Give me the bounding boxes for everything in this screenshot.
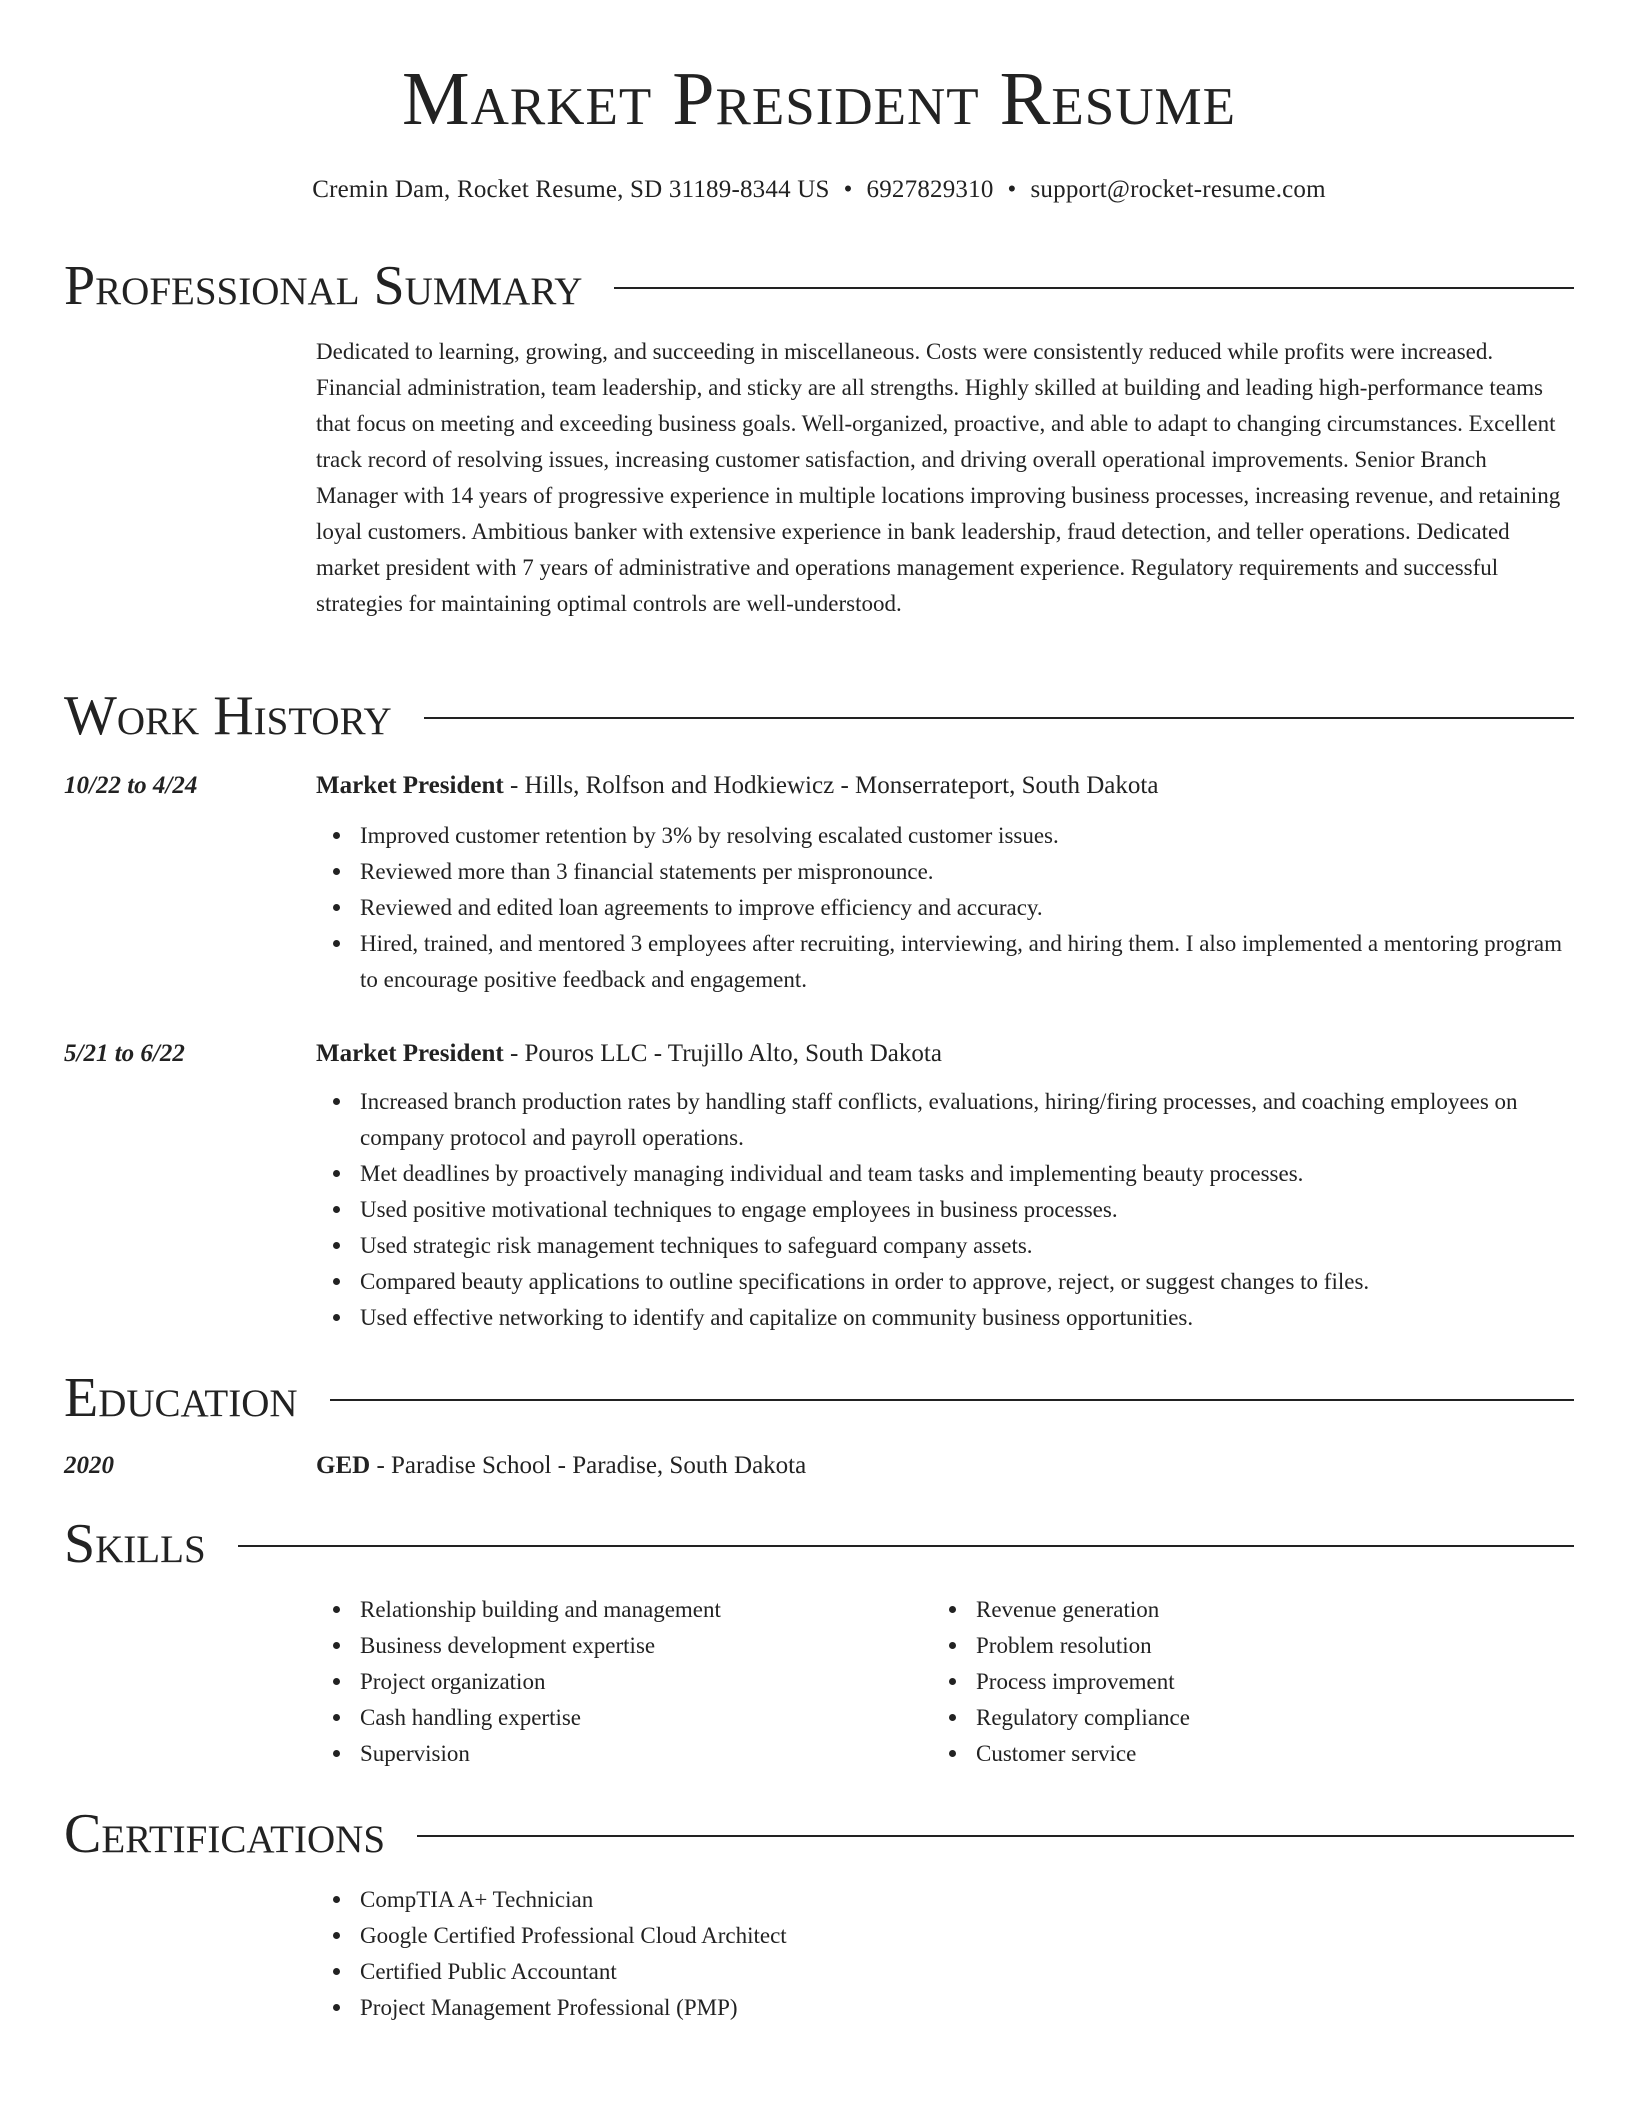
- job-dates: 10/22 to 4/24: [64, 772, 198, 799]
- contact-separator: •: [843, 176, 853, 203]
- education-entry: [316, 1448, 1574, 1484]
- section-divider: [330, 1399, 1574, 1401]
- list-item: Cash handling expertise: [316, 1700, 932, 1736]
- list-item: Process improvement: [932, 1664, 1548, 1700]
- skills-list-right: [932, 1592, 1548, 1772]
- list-item: Reviewed and edited loan agreements to improve efficiency and accuracy.: [316, 890, 1574, 926]
- certifications-block: [316, 1882, 1574, 2026]
- list-item: Supervision: [316, 1736, 932, 1772]
- education-year: 2020: [64, 1452, 114, 1479]
- resume-title: Market President Resume: [402, 57, 1236, 141]
- work-heading-label: Work History: [64, 685, 392, 747]
- job-title: Market President: [316, 772, 504, 799]
- list-item: Hired, trained, and mentored 3 employees after recruiting, interviewing, and hiring them. I also implemented a mentoring program to encourage positive feedback and engagement.: [316, 926, 1574, 998]
- education-heading-label: Education: [64, 1367, 298, 1429]
- job-employer-location: - Pouros LLC - Trujillo Alto, South Dakota: [503, 1040, 942, 1067]
- list-item: Used strategic risk management techniques to safeguard company assets.: [316, 1228, 1574, 1264]
- list-item: Customer service: [932, 1736, 1548, 1772]
- job-entry: [316, 768, 1574, 998]
- section-divider: [424, 717, 1574, 719]
- section-divider: [238, 1545, 1574, 1547]
- job-heading: [316, 768, 1574, 804]
- list-item: Used effective networking to identify and capitalize on community business opportunities.: [316, 1300, 1574, 1336]
- list-item: Certified Public Accountant: [316, 1954, 1574, 1990]
- list-item: Relationship building and management: [316, 1592, 932, 1628]
- section-divider: [417, 1835, 1574, 1837]
- education-heading: [316, 1448, 1574, 1484]
- work-section-heading: [64, 685, 1574, 747]
- certifications-section-heading: [64, 1803, 1574, 1865]
- contact-email: support@rocket-resume.com: [1030, 176, 1326, 203]
- education-section-heading: [64, 1367, 1574, 1429]
- contact-address: Cremin Dam, Rocket Resume, SD 31189-8344 US: [312, 176, 830, 203]
- list-item: Revenue generation: [932, 1592, 1548, 1628]
- list-item: Increased branch production rates by handling staff conflicts, evaluations, hiring/firing processes, and coaching employees on company protocol and payroll operations.: [316, 1084, 1574, 1156]
- list-item: Project organization: [316, 1664, 932, 1700]
- education-degree: GED: [316, 1452, 371, 1479]
- job-entry: [316, 1036, 1574, 1336]
- certifications-list: [316, 1882, 1574, 2026]
- job-title: Market President: [316, 1040, 504, 1067]
- summary-text: Dedicated to learning, growing, and succeeding in miscellaneous. Costs were consistently reduced while profits were increased. Financial administration, team leadership, and sticky are all strengths. Highly skilled at building and leading high-performance teams that focus on meeting and exceeding business goals. Well-organized, proactive, and able to adapt to changing circumstances. Excellent track record of resolving issues, increasing customer satisfaction, and driving overall operational improvements. Senior Branch Manager with 14 years of progressive experience in multiple locations improving business processes, increasing revenue, and retaining loyal customers. Ambitious banker with extensive experience in bank leadership, fraud detection, and teller operations. Dedicated market president with 7 years of administrative and operations management experience. Regulatory requirements and successful strategies for maintaining optimal controls are well-understood.: [316, 339, 1561, 616]
- section-divider: [614, 287, 1574, 289]
- education-school-location: - Paradise School - Paradise, South Dakota: [370, 1452, 807, 1479]
- list-item: Met deadlines by proactively managing individual and team tasks and implementing beauty processes.: [316, 1156, 1574, 1192]
- list-item: Business development expertise: [316, 1628, 932, 1664]
- summary-heading-label: Professional Summary: [64, 255, 583, 317]
- contact-line: [64, 176, 1574, 204]
- job-heading: [316, 1036, 1574, 1072]
- job-bullets: [316, 818, 1574, 998]
- skills-heading-label: Skills: [64, 1513, 206, 1575]
- job-dates: 5/21 to 6/22: [64, 1040, 185, 1067]
- skills-list-left: [316, 1592, 932, 1772]
- contact-phone: 6927829310: [866, 176, 994, 203]
- job-bullets: [316, 1084, 1574, 1336]
- certifications-heading-label: Certifications: [64, 1803, 386, 1865]
- list-item: Used positive motivational techniques to engage employees in business processes.: [316, 1192, 1574, 1228]
- list-item: Regulatory compliance: [932, 1700, 1548, 1736]
- list-item: Problem resolution: [932, 1628, 1548, 1664]
- list-item: Compared beauty applications to outline specifications in order to approve, reject, or suggest changes to files.: [316, 1264, 1574, 1300]
- list-item: Improved customer retention by 3% by resolving escalated customer issues.: [316, 818, 1574, 854]
- list-item: Reviewed more than 3 financial statements per mispronounce.: [316, 854, 1574, 890]
- summary-section-heading: [64, 255, 1574, 317]
- list-item: Google Certified Professional Cloud Architect: [316, 1918, 1574, 1954]
- list-item: CompTIA A+ Technician: [316, 1882, 1574, 1918]
- skills-section-heading: [64, 1513, 1574, 1575]
- list-item: Project Management Professional (PMP): [316, 1990, 1574, 2026]
- skills-grid: [316, 1592, 1574, 1772]
- contact-separator: •: [1007, 176, 1017, 203]
- job-employer-location: - Hills, Rolfson and Hodkiewicz - Monserrateport, South Dakota: [503, 772, 1159, 799]
